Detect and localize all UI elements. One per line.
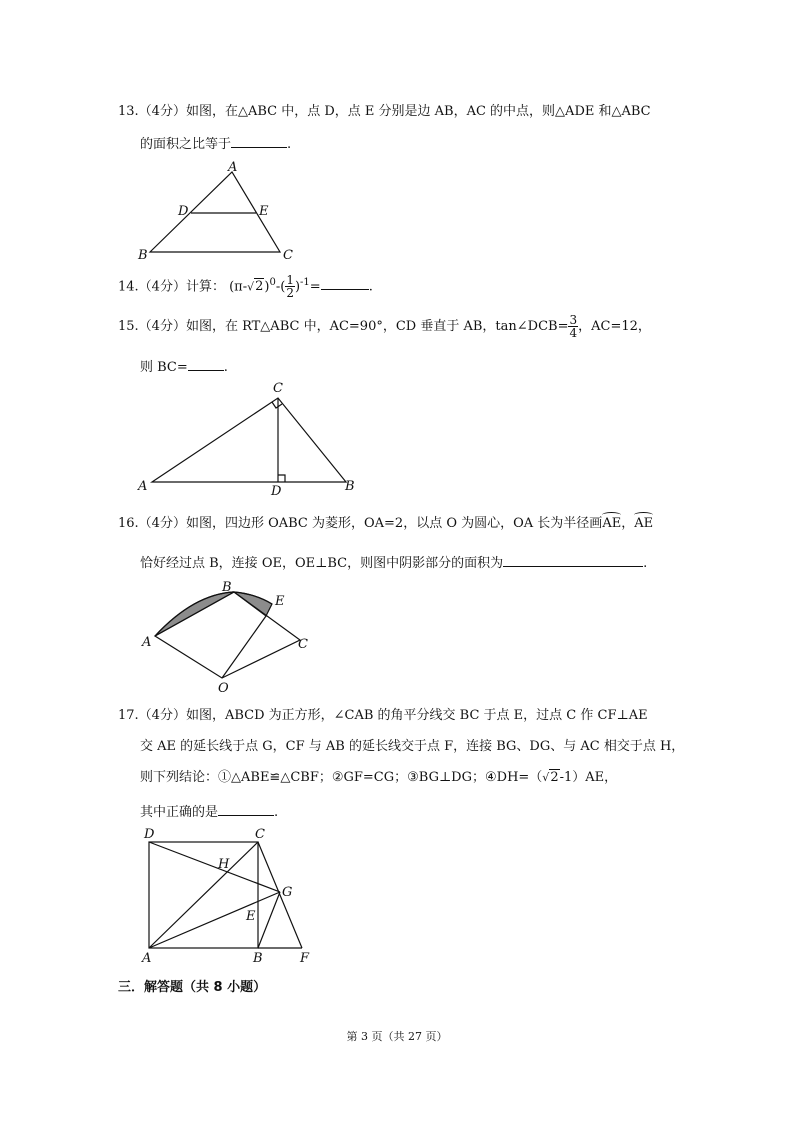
- q16-end: .: [643, 556, 648, 571]
- q14-end: .: [368, 279, 373, 295]
- q15-label-c: C: [273, 381, 283, 396]
- q16-line2-text: 恰好经过点 B，连接 OE，OE⊥BC，则图中阴影部分的面积为: [140, 556, 504, 571]
- q17-label-h: H: [218, 857, 230, 872]
- q17-line4: [140, 801, 278, 822]
- q15-right-angle-d: [278, 475, 285, 482]
- q16-line1: [118, 515, 653, 533]
- q13-label-b: B: [138, 248, 148, 263]
- q17-label-a: A: [142, 951, 152, 966]
- q15-line2: [140, 356, 228, 377]
- q14-frac-num: 1: [286, 273, 294, 288]
- q15-triangle-figure: [134, 378, 364, 500]
- q15-end: .: [223, 360, 228, 375]
- q17-diagonal-ac: [149, 842, 258, 948]
- q17-answer-blank[interactable]: [218, 801, 274, 816]
- q15-triangle-abc: [152, 398, 346, 482]
- q17-square-figure: [134, 822, 324, 968]
- q17-label-g: G: [282, 885, 293, 900]
- q14-equals: =: [309, 279, 321, 295]
- page-footer: 第 3 页（共 27 页）: [346, 1030, 448, 1043]
- q13-answer-blank[interactable]: [231, 133, 287, 148]
- q16-arc-ae-1: AE: [602, 516, 622, 531]
- q17-label-c: C: [255, 827, 265, 842]
- q15-label-b: B: [345, 479, 355, 494]
- q15-line1: [118, 314, 651, 339]
- q17-line3-b: -1）AE，: [559, 770, 618, 785]
- q15-frac-num: 3: [569, 313, 578, 327]
- q15-line1-b: ，AC=12，: [578, 319, 651, 334]
- q15-label-d: D: [271, 484, 282, 499]
- q14-answer-blank[interactable]: [321, 275, 369, 290]
- q16-answer-blank[interactable]: [503, 552, 643, 567]
- q14-exponent-zero: 0: [269, 277, 276, 288]
- q14-line: 14.（4分）计算： $(\pi-√2)^0-$( $\frac{1}{2}$ )$^{-1}$= .: [118, 273, 373, 301]
- q14-expr-a: (π-: [229, 279, 248, 295]
- q17-line3: 则下列结论：①△ABE≌△CBF；②GF=CG；③BG⊥DG；④DH=（√2-1）AE，: [140, 770, 618, 785]
- q15-frac-den: 4: [569, 326, 578, 340]
- q17-label-f: F: [300, 951, 310, 966]
- q17-segment-ag: [149, 892, 280, 948]
- q16-line2: [140, 552, 647, 573]
- q14-fraction: [285, 274, 295, 299]
- q17-line2: 交 AE 的延长线于点 G，CF 与 AB 的延长线交于点 F，连接 BG、DG、与 AC 相交于点 H，: [140, 739, 685, 754]
- q16-label-o: O: [218, 681, 229, 696]
- q13-label-d: D: [178, 204, 189, 219]
- q17-sqrt-value: 2: [550, 770, 559, 785]
- q13-label-e: E: [259, 204, 269, 219]
- q17-label-d: D: [144, 827, 155, 842]
- q16-rhombus-figure: [138, 578, 318, 696]
- q14-exponent-neg1: -1: [300, 277, 310, 288]
- q17-label-b: B: [253, 951, 263, 966]
- q15-label-a: A: [138, 479, 148, 494]
- q15-right-angle-c: [272, 402, 282, 408]
- q15-answer-blank[interactable]: [188, 356, 224, 371]
- q14-expr-b: ): [264, 279, 270, 295]
- section-heading: 三．解答题（共 8 小题）: [118, 980, 267, 995]
- q14-expr-c: ): [294, 279, 301, 295]
- q16-label-c: C: [298, 637, 308, 652]
- q16-label-b: B: [222, 580, 232, 595]
- q17-end: .: [274, 805, 279, 820]
- q14-minus: -(: [275, 279, 286, 295]
- q17-label-e: E: [246, 909, 256, 924]
- q17-line4-text: 其中正确的是: [140, 805, 219, 820]
- q16-label-e: E: [275, 594, 285, 609]
- q15-line1-a: 15.（4分）如图，在 RT△ABC 中，AC=90°，CD 垂直于 AB，tan∠DCB=: [118, 319, 569, 334]
- q13-label-a: A: [228, 160, 238, 175]
- q13-end: .: [287, 137, 292, 152]
- q13-line2-text: 的面积之比等于: [140, 137, 232, 152]
- q14-sqrt-value: 2: [255, 279, 264, 295]
- q13-triangle-figure: [134, 158, 304, 264]
- q14-prefix: 14.（4分）计算：: [118, 279, 225, 295]
- q16-line1-a: 16.（4分）如图，四边形 OABC 为菱形，OA=2，以点 O 为圆心，OA 长为半径画: [118, 516, 603, 531]
- q14-frac-den: 2: [286, 286, 294, 301]
- q16-label-a: A: [142, 635, 152, 650]
- q15-fraction: [568, 314, 578, 339]
- q13-line2: [140, 133, 291, 154]
- q16-arc-ae-2: AE: [634, 516, 654, 531]
- q16-segment-oe: [222, 616, 266, 678]
- q17-line1: 17.（4分）如图，ABCD 为正方形，∠CAB 的角平分线交 BC 于点 E，过点 C 作 CF⊥AE: [118, 708, 648, 723]
- q17-line3-a: 则下列结论：①△ABE≌△CBF；②GF=CG；③BG⊥DG；④DH=（: [140, 770, 543, 785]
- q15-line2-text: 则 BC=: [140, 360, 188, 375]
- q16-separator: ，: [621, 516, 635, 531]
- q13-label-c: C: [283, 248, 293, 263]
- q13-line1: 13.（4分）如图，在△ABC 中，点 D，点 E 分别是边 AB，AC 的中点，则△ADE 和△ABC: [118, 104, 651, 119]
